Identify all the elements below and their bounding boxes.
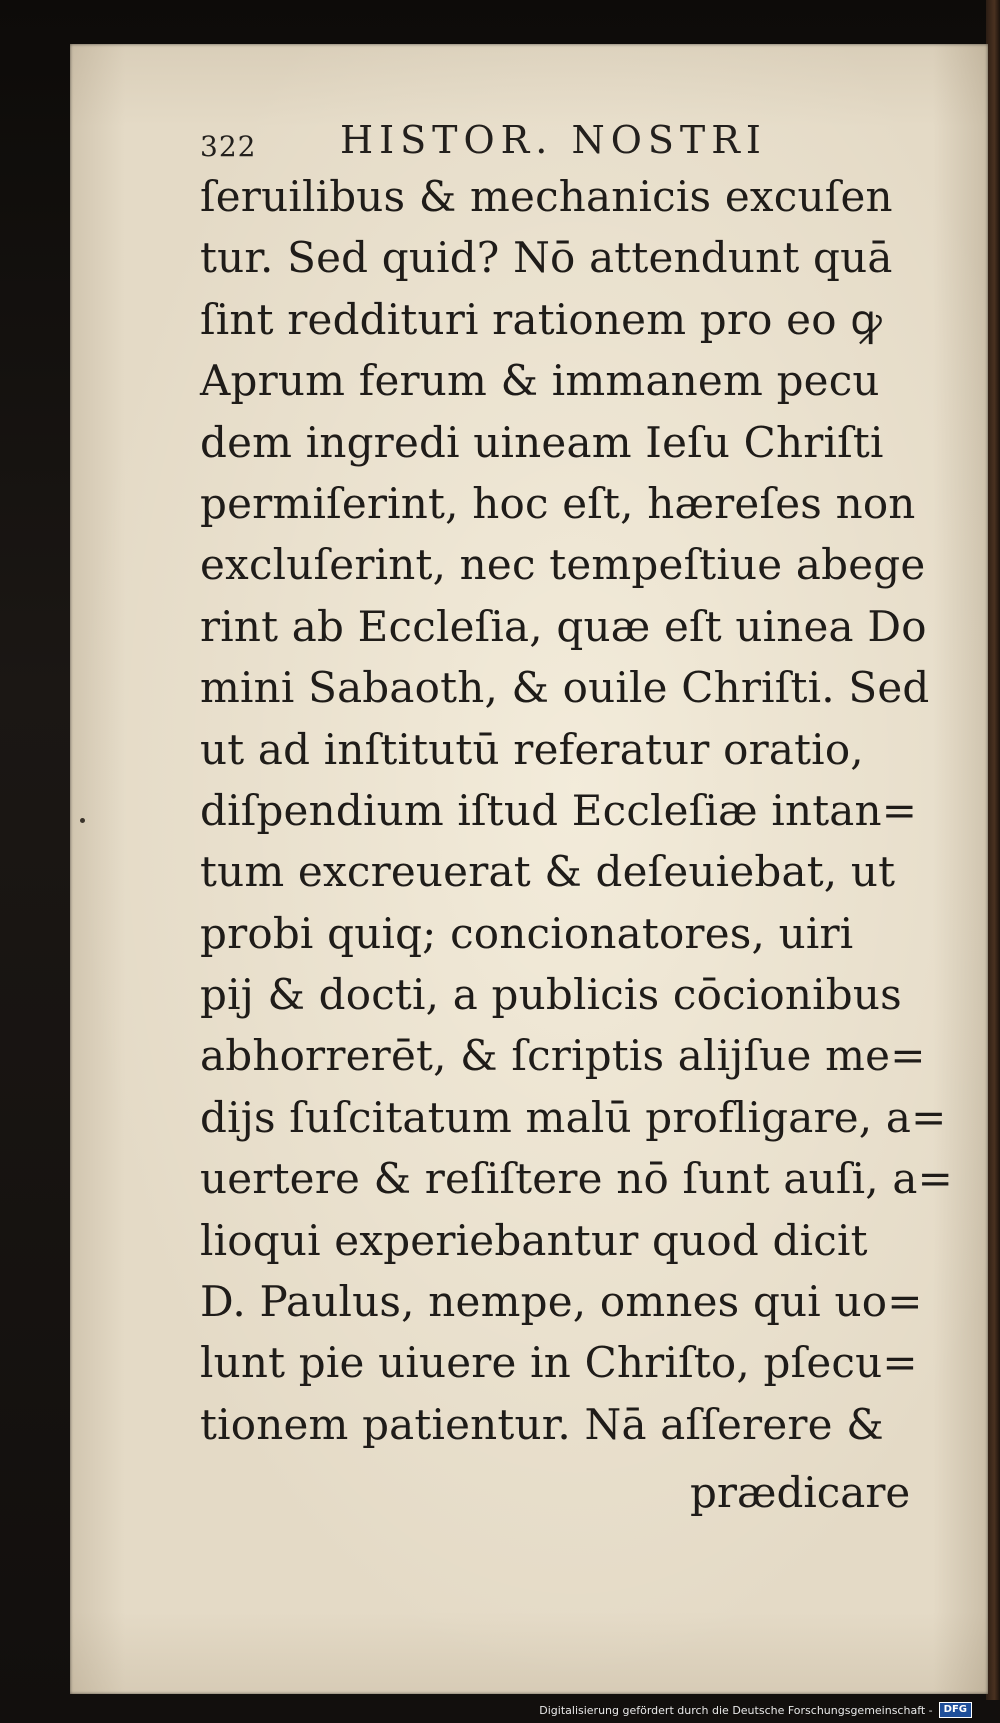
text-line: tum excreuerat & deſeuiebat, ut <box>200 847 896 897</box>
text-line: lioqui experiebantur quod dicit <box>200 1215 868 1265</box>
book-cover-edge <box>986 0 1000 1700</box>
text-line: probi quiq; concionatores, uiri <box>200 908 854 958</box>
text-line: lunt pie uiuere in Chriſto, pſecu= <box>200 1338 918 1388</box>
text-line: Aprum ferum & immanem pecu <box>200 356 880 406</box>
text-line: mini Sabaoth, & ouile Chriſti. Sed <box>200 663 930 713</box>
catchword: prædicare <box>690 1468 911 1517</box>
text-line: uertere & reſiſtere nō ſunt auſi, a= <box>200 1154 953 1204</box>
text-line: ſint reddituri rationem pro eo ꝙ <box>200 294 883 344</box>
credit-text: Digitalisierung gefördert durch die Deutsche Forschungsgemeinschaft - <box>539 1703 933 1717</box>
running-head: HISTOR. NOSTRI <box>340 118 767 162</box>
page-speck <box>80 818 85 823</box>
text-line: abhorrerēt, & ſcriptis alijſue me= <box>200 1031 926 1081</box>
page-number: 322 <box>200 130 257 163</box>
text-line: pij & docti, a publicis cōcionibus <box>200 970 902 1020</box>
text-line: rint ab Eccleſia, quæ eſt uinea Do <box>200 601 927 651</box>
text-line: tur. Sed quid? Nō attendunt quā <box>200 233 893 283</box>
text-line: tionem patientur. Nā aſſerere & <box>200 1399 884 1449</box>
text-line: D. Paulus, nempe, omnes qui uo= <box>200 1277 923 1327</box>
text-line: excluſerint, nec tempeſtiue abege <box>200 540 926 590</box>
text-line: ſeruilibus & mechanicis excuſen <box>200 172 893 221</box>
text-line: diſpendium iſtud Eccleſiæ intan= <box>200 785 918 835</box>
text-line: permiſerint, hoc eſt, hæreſes non <box>200 478 916 528</box>
text-line: dijs ſuſcitatum malū profligare, a= <box>200 1092 947 1142</box>
dfg-logo-icon: DFG <box>939 1702 972 1718</box>
body-text <box>200 166 953 1455</box>
page-header <box>200 118 890 166</box>
digitization-credit <box>539 1702 972 1718</box>
text-line: ut ad inſtitutū referatur oratio, <box>200 724 864 774</box>
text-line: dem ingredi uineam Ieſu Chriſti <box>200 417 884 467</box>
